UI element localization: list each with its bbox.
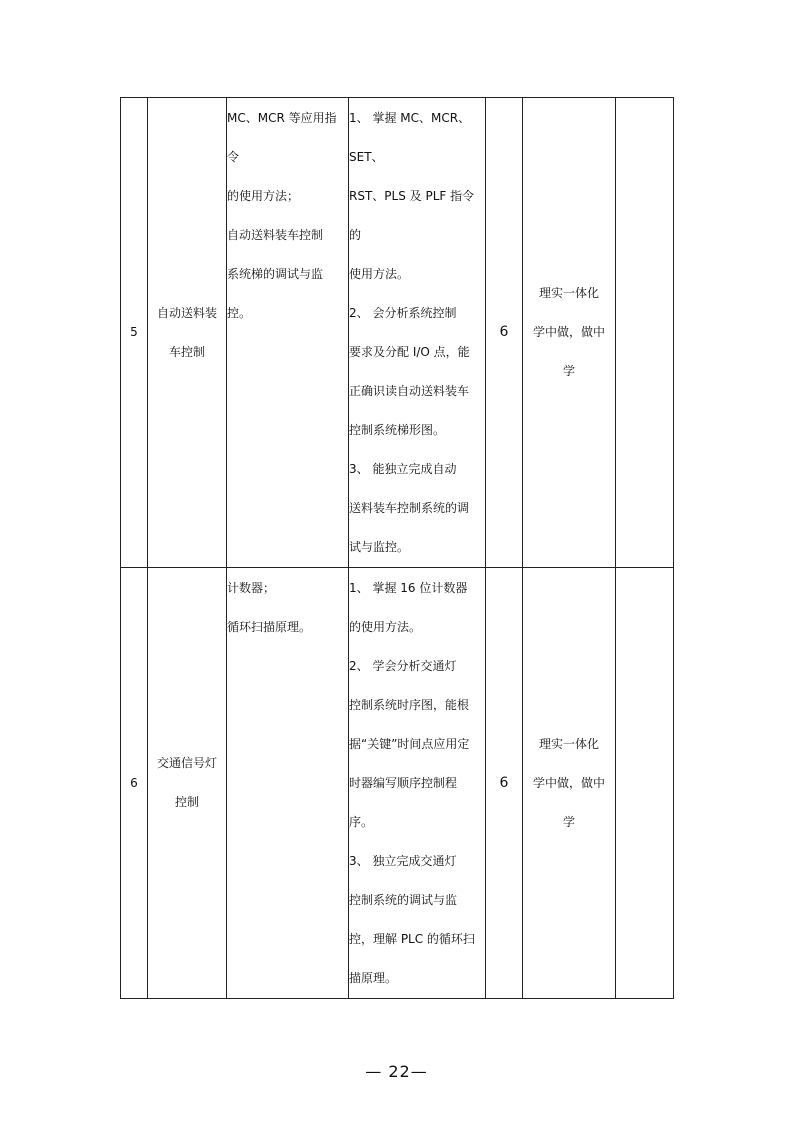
goal-line: 使用方法。 xyxy=(349,267,410,281)
content-line: 控。 xyxy=(227,306,252,320)
method-cell xyxy=(523,568,616,999)
goal-line: 3、 独立完成交通灯 xyxy=(349,854,457,868)
content-line: 循环扫描原理。 xyxy=(227,620,312,634)
method-cell xyxy=(523,98,616,568)
goal-line: 据“关键”时间点应用定 xyxy=(349,737,470,751)
goals-cell xyxy=(349,568,486,999)
method-line: 学中做，做中 xyxy=(532,325,605,339)
goal-line: 2、 会分析系统控制 xyxy=(349,306,457,320)
task-name-line: 交通信号灯 xyxy=(156,756,217,770)
table-row xyxy=(121,568,674,999)
goal-line: 控制系统的调试与监 xyxy=(349,893,458,907)
task-number: 6 xyxy=(130,775,138,790)
method-line: 学中做，做中 xyxy=(532,775,605,790)
method-line: 学 xyxy=(562,364,575,378)
content-cell xyxy=(227,568,349,999)
hours-cell xyxy=(486,98,523,568)
content-line: 的使用方法； xyxy=(227,189,300,203)
page-number: — 22— xyxy=(365,1062,428,1081)
goal-line: 2、 学会分析交通灯 xyxy=(349,659,457,673)
task-number: 5 xyxy=(130,325,138,339)
goal-line: 的使用方法。 xyxy=(349,620,422,634)
task-name-line: 控制 xyxy=(174,795,199,809)
content-line: 自动送料装车控制 xyxy=(227,228,324,242)
hours-cell xyxy=(486,568,523,999)
goal-line: RST、PLS 及 PLF 指令的 xyxy=(349,189,475,242)
goal-line: 控，理解 PLC 的循环扫 xyxy=(349,932,475,946)
goal-line: 序。 xyxy=(349,815,374,829)
content-cell xyxy=(227,98,349,568)
content-line: MC、MCR 等应用指令 xyxy=(227,111,337,164)
goal-line: 控制系统梯形图。 xyxy=(349,423,446,437)
remarks-cell xyxy=(616,98,674,568)
task-name-cell xyxy=(148,98,227,568)
task-name-line: 车控制 xyxy=(168,344,205,359)
goal-line: 试与监控。 xyxy=(349,540,410,554)
goals-cell xyxy=(349,98,486,568)
task-number-cell xyxy=(121,568,148,999)
method-line: 理实一体化 xyxy=(538,286,599,300)
content-line: 系统梯的调试与监 xyxy=(227,267,324,281)
remarks-cell xyxy=(616,568,674,999)
task-name-cell xyxy=(148,568,227,999)
course-table xyxy=(120,97,674,999)
goal-line: 3、 能独立完成自动 xyxy=(349,462,457,476)
goal-line: 时器编写顺序控制程 xyxy=(349,776,458,790)
goal-line: 1、 掌握 MC、MCR、SET、 xyxy=(349,111,471,164)
goal-line: 要求及分配 I/O 点，能 xyxy=(349,345,470,359)
hours-value: 6 xyxy=(499,324,509,340)
method-line: 学 xyxy=(562,814,575,829)
table-row xyxy=(121,98,674,568)
method-line: 理实一体化 xyxy=(538,736,599,751)
task-name-line: 自动送料装 xyxy=(156,305,217,320)
goal-line: 控制系统时序图，能根 xyxy=(349,698,470,712)
goal-line: 送料装车控制系统的调 xyxy=(349,501,470,515)
task-number-cell xyxy=(121,98,148,568)
content-line: 计数器； xyxy=(227,581,276,595)
goal-line: 正确识读自动送料装车 xyxy=(349,384,470,398)
goal-line: 1、 掌握 16 位计数器 xyxy=(349,581,468,595)
goal-line: 描原理。 xyxy=(349,971,398,985)
hours-value: 6 xyxy=(499,774,509,791)
